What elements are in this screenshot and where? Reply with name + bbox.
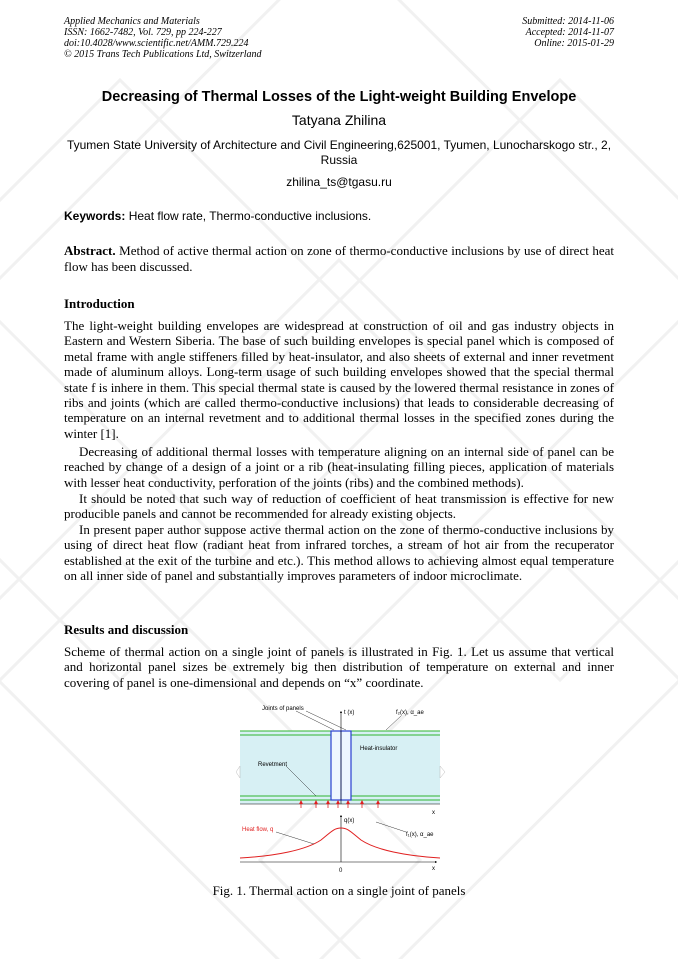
keywords-label: Keywords: [64, 209, 126, 223]
date-submitted: Submitted: 2014-11-06 [522, 16, 614, 27]
label-heat-insulator: Heat-insulator [360, 746, 398, 752]
paper-title: Decreasing of Thermal Losses of the Light-weight Building Envelope [101, 89, 577, 105]
label-x-top: x [432, 810, 435, 816]
abstract-label: Abstract. [64, 243, 116, 258]
figure-1-diagram [236, 704, 446, 879]
journal-copyright: © 2015 Trans Tech Publications Ltd, Switzerland [64, 49, 262, 60]
abstract-text: Method of active thermal action on zone of thermo-conductive inclusions by use of direct heat flow has been discussed. [64, 243, 615, 274]
date-accepted: Accepted: 2014-11-07 [525, 27, 614, 38]
right-continuation-arrow [440, 766, 445, 778]
intro-paragraph-3: It should be noted that such way of reduction of coefficient of heat transmission is effective for new producible panels and cannot be recommended for already existing objects. [64, 491, 614, 522]
label-joints-of-panels: Joints of panels [262, 706, 304, 712]
joints-leader-2 [306, 711, 346, 730]
f1-leader [376, 822, 406, 832]
results-paragraph-1: Scheme of thermal action on a single joint of panels is illustrated in Fig. 1. Let us assume that vertical and horizontal panel sizes be extremely big then distribution of temperature on external and inner covering of panel is one-dimensional and depends on “x” coordinate. [64, 644, 614, 690]
label-origin-zero: 0 [339, 868, 343, 874]
journal-info [64, 16, 262, 60]
label-heat-flow: Heat flow, q [242, 827, 274, 833]
label-t-x: t (x) [344, 710, 355, 716]
keywords-text: Heat flow rate, Thermo-conductive inclusions. [128, 209, 372, 223]
label-revetment: Revetment [258, 762, 288, 768]
author-email[interactable]: zhilina_ts@tgasu.ru [286, 175, 392, 189]
intro-paragraph-1: The light-weight building envelopes are widespread at construction of oil and gas industry objects in Eastern and Western Siberia. The base of such building envelopes is special panel which is composed of metal frame with angle stiffeners filled by heat-insulator, and also sheets of external and inner revetment made of aluminum alloys. Long-term usage of such building envelopes showed that the special thermal state f is inhere in them. This special thermal state is caused by the lowered thermal resistance in zones of ribs and joints (which are called thermo-conductive inclusions) that leads to considerable decreasing of temperature on an internal revetment and to additional thermal losses in the specified zones during the winter [1]. [64, 318, 614, 441]
date-online: Online: 2015-01-29 [534, 38, 614, 49]
author-name: Tatyana Zhilina [291, 112, 387, 128]
label-x-bottom: x [432, 866, 435, 872]
intro-paragraph-4: In present paper author suppose active thermal action on the zone of thermo-conductive inclusions by using of direct heat flow (radiant heat from infrared torches, a stream of hot air from the recuperator established at the exit of the turbine and etc.). This method allows to achieving almost equal temperature on all inner side of panel and substantially improves parameters of indoor microclimate. [64, 522, 614, 584]
label-f1-x: f₁(x), α_ae [406, 832, 434, 838]
results-heading: Results and discussion [64, 622, 189, 637]
left-continuation-arrow [236, 766, 240, 778]
journal-doi: doi:10.4028/www.scientific.net/AMM.729.224 [64, 38, 249, 49]
joints-leader-1 [296, 711, 334, 730]
abstract [64, 243, 614, 275]
intro-paragraph-2: Decreasing of additional thermal losses with temperature aligning on an internal side of panel can be reached by change of a design of a joint or a rib (heat-insulating filling pieces, application of materials with lesser heat conductivity, perforation of the joints (ribs) and the combined methods). [64, 444, 614, 490]
journal-issn: ISSN: 1662-7482, Vol. 729, pp 224-227 [64, 27, 222, 38]
heat-flow-leader [276, 832, 314, 844]
submission-dates [522, 16, 614, 49]
author-affiliation: Tyumen State University of Architecture and Civil Engineering,625001, Tyumen, Lunocharskogo str., 2, Russia [66, 138, 612, 167]
figure-1-caption: Fig. 1. Thermal action on a single joint of panels [212, 883, 466, 898]
label-q-x: q(x) [344, 818, 355, 824]
introduction-heading: Introduction [64, 296, 135, 311]
keywords [64, 209, 371, 223]
label-f2-x: f₂(x), α_ae [396, 710, 424, 716]
journal-name: Applied Mechanics and Materials [64, 16, 200, 27]
f2-leader [386, 716, 401, 730]
